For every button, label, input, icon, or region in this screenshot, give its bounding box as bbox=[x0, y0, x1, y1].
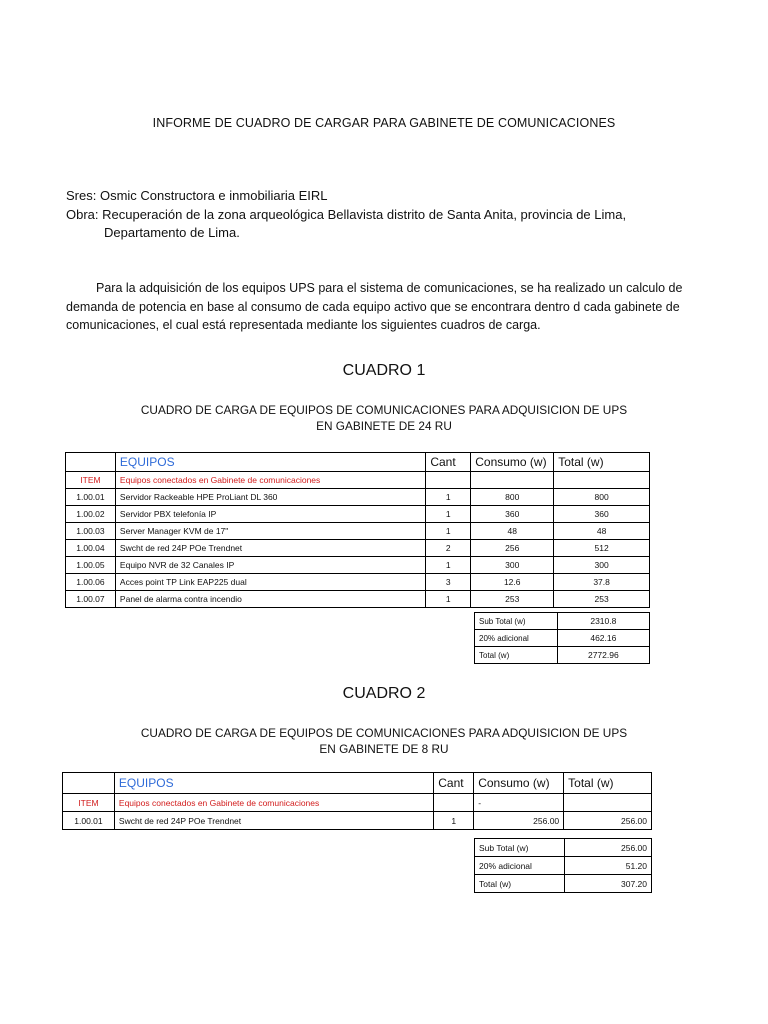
total-cell: 37.8 bbox=[554, 574, 650, 591]
quantity-cell: 1 bbox=[426, 489, 471, 506]
cuadro1-summary bbox=[474, 612, 650, 664]
table-row bbox=[66, 540, 650, 557]
summary-label: 20% adicional bbox=[475, 630, 558, 647]
empty-cell bbox=[426, 472, 471, 489]
equipment-description: Panel de alarma contra incendio bbox=[115, 591, 425, 608]
quantity-cell: 1 bbox=[426, 557, 471, 574]
table-row bbox=[66, 574, 650, 591]
quantity-cell: 3 bbox=[426, 574, 471, 591]
equipos-header: EQUIPOS bbox=[115, 453, 425, 472]
obra-line-cont: Departamento de Lima. bbox=[104, 225, 240, 240]
cuadro2-heading: CUADRO 2 bbox=[342, 685, 426, 702]
table-row bbox=[63, 812, 652, 830]
item-number: 1.00.01 bbox=[63, 812, 115, 830]
empty-cell bbox=[66, 453, 116, 472]
equipment-description: Swcht de red 24P POe Trendnet bbox=[114, 812, 433, 830]
summary-row bbox=[475, 647, 650, 664]
consumo-header: Consumo (w) bbox=[471, 453, 554, 472]
item-number: 1.00.05 bbox=[66, 557, 116, 574]
table-header-row bbox=[63, 773, 652, 794]
summary-row bbox=[475, 613, 650, 630]
document-title: INFORME DE CUADRO DE CARGAR PARA GABINETE DE COMUNICACIONES bbox=[152, 116, 616, 130]
consumption-cell: 256.00 bbox=[474, 812, 564, 830]
total-header: Total (w) bbox=[564, 773, 652, 794]
summary-label: Total (w) bbox=[475, 875, 565, 893]
total-cell: 256.00 bbox=[564, 812, 652, 830]
item-number: 1.00.06 bbox=[66, 574, 116, 591]
table-row bbox=[66, 523, 650, 540]
intro-text: Para la adquisición de los equipos UPS para el sistema de comunicaciones, se ha realizado un calculo de demanda de potencia en base al consumo de cada equipo activo que se encontrara dentro d cada gabinete de comunicaciones, el cual está representada mediante los siguientes cuadros de carga. bbox=[66, 281, 683, 332]
cant-header: Cant bbox=[434, 773, 474, 794]
consumption-cell: 800 bbox=[471, 489, 554, 506]
cuadro2-subtitle: CUADRO DE CARGA DE EQUIPOS DE COMUNICACIONES PARA ADQUISICION DE UPS bbox=[140, 726, 628, 740]
total-header: Total (w) bbox=[554, 453, 650, 472]
cuadro1-subtitle2: EN GABINETE DE 24 RU bbox=[316, 419, 452, 433]
item-number: 1.00.04 bbox=[66, 540, 116, 557]
summary-value: 462.16 bbox=[557, 630, 649, 647]
summary-value: 2772.96 bbox=[557, 647, 649, 664]
summary-value: 307.20 bbox=[564, 875, 651, 893]
summary-row bbox=[475, 857, 652, 875]
quantity-cell: 2 bbox=[426, 540, 471, 557]
consumption-cell: 360 bbox=[471, 506, 554, 523]
consumption-cell: 300 bbox=[471, 557, 554, 574]
cuadro2-subtitle2: EN GABINETE DE 8 RU bbox=[319, 742, 449, 756]
item-label: ITEM bbox=[66, 472, 116, 489]
summary-row bbox=[475, 630, 650, 647]
total-cell: 48 bbox=[554, 523, 650, 540]
empty-cell bbox=[554, 472, 650, 489]
equipment-description: Servidor Rackeable HPE ProLiant DL 360 bbox=[115, 489, 425, 506]
summary-row bbox=[475, 875, 652, 893]
group-label: Equipos conectados en Gabinete de comunicaciones bbox=[114, 794, 433, 812]
cuadro1-heading: CUADRO 1 bbox=[342, 362, 426, 379]
summary-label: Sub Total (w) bbox=[475, 839, 565, 857]
addressee-line: Sres: Osmic Constructora e inmobiliaria EIRL bbox=[66, 188, 328, 203]
quantity-cell: 1 bbox=[426, 591, 471, 608]
item-number: 1.00.03 bbox=[66, 523, 116, 540]
summary-row bbox=[475, 839, 652, 857]
table-row bbox=[66, 557, 650, 574]
item-number: 1.00.07 bbox=[66, 591, 116, 608]
cuadro2-summary bbox=[474, 838, 652, 893]
group-row bbox=[63, 794, 652, 812]
quantity-cell: 1 bbox=[426, 523, 471, 540]
obra-line: Obra: Recuperación de la zona arqueológica Bellavista distrito de Santa Anita, provincia de Lima, bbox=[66, 207, 627, 222]
cant-header: Cant bbox=[426, 453, 471, 472]
cuadro1-subtitle: CUADRO DE CARGA DE EQUIPOS DE COMUNICACIONES PARA ADQUISICION DE UPS bbox=[140, 403, 628, 417]
item-number: 1.00.02 bbox=[66, 506, 116, 523]
summary-value: 256.00 bbox=[564, 839, 651, 857]
total-cell: 300 bbox=[554, 557, 650, 574]
quantity-cell: 1 bbox=[434, 812, 474, 830]
table-row bbox=[66, 489, 650, 506]
group-label: Equipos conectados en Gabinete de comunicaciones bbox=[115, 472, 425, 489]
total-cell: 512 bbox=[554, 540, 650, 557]
group-mark: - bbox=[474, 794, 564, 812]
total-cell: 360 bbox=[554, 506, 650, 523]
cuadro2-table bbox=[62, 772, 652, 830]
empty-cell bbox=[471, 472, 554, 489]
summary-label: 20% adicional bbox=[475, 857, 565, 875]
table-row bbox=[66, 591, 650, 608]
table-header-row bbox=[66, 453, 650, 472]
equipos-header: EQUIPOS bbox=[114, 773, 433, 794]
consumo-header: Consumo (w) bbox=[474, 773, 564, 794]
intro-paragraph bbox=[66, 279, 686, 335]
consumption-cell: 48 bbox=[471, 523, 554, 540]
equipment-description: Equipo NVR de 32 Canales IP bbox=[115, 557, 425, 574]
table-row bbox=[66, 506, 650, 523]
summary-label: Total (w) bbox=[475, 647, 558, 664]
quantity-cell: 1 bbox=[426, 506, 471, 523]
empty-cell bbox=[434, 794, 474, 812]
item-label: ITEM bbox=[63, 794, 115, 812]
equipment-description: Server Manager KVM de 17" bbox=[115, 523, 425, 540]
empty-cell bbox=[63, 773, 115, 794]
equipment-description: Servidor PBX telefonía IP bbox=[115, 506, 425, 523]
summary-value: 2310.8 bbox=[557, 613, 649, 630]
cuadro1-table bbox=[65, 452, 650, 608]
summary-value: 51.20 bbox=[564, 857, 651, 875]
total-cell: 253 bbox=[554, 591, 650, 608]
equipment-description: Swcht de red 24P POe Trendnet bbox=[115, 540, 425, 557]
consumption-cell: 256 bbox=[471, 540, 554, 557]
total-cell: 800 bbox=[554, 489, 650, 506]
consumption-cell: 12.6 bbox=[471, 574, 554, 591]
consumption-cell: 253 bbox=[471, 591, 554, 608]
empty-cell bbox=[564, 794, 652, 812]
group-row bbox=[66, 472, 650, 489]
equipment-description: Acces point TP Link EAP225 dual bbox=[115, 574, 425, 591]
item-number: 1.00.01 bbox=[66, 489, 116, 506]
summary-label: Sub Total (w) bbox=[475, 613, 558, 630]
